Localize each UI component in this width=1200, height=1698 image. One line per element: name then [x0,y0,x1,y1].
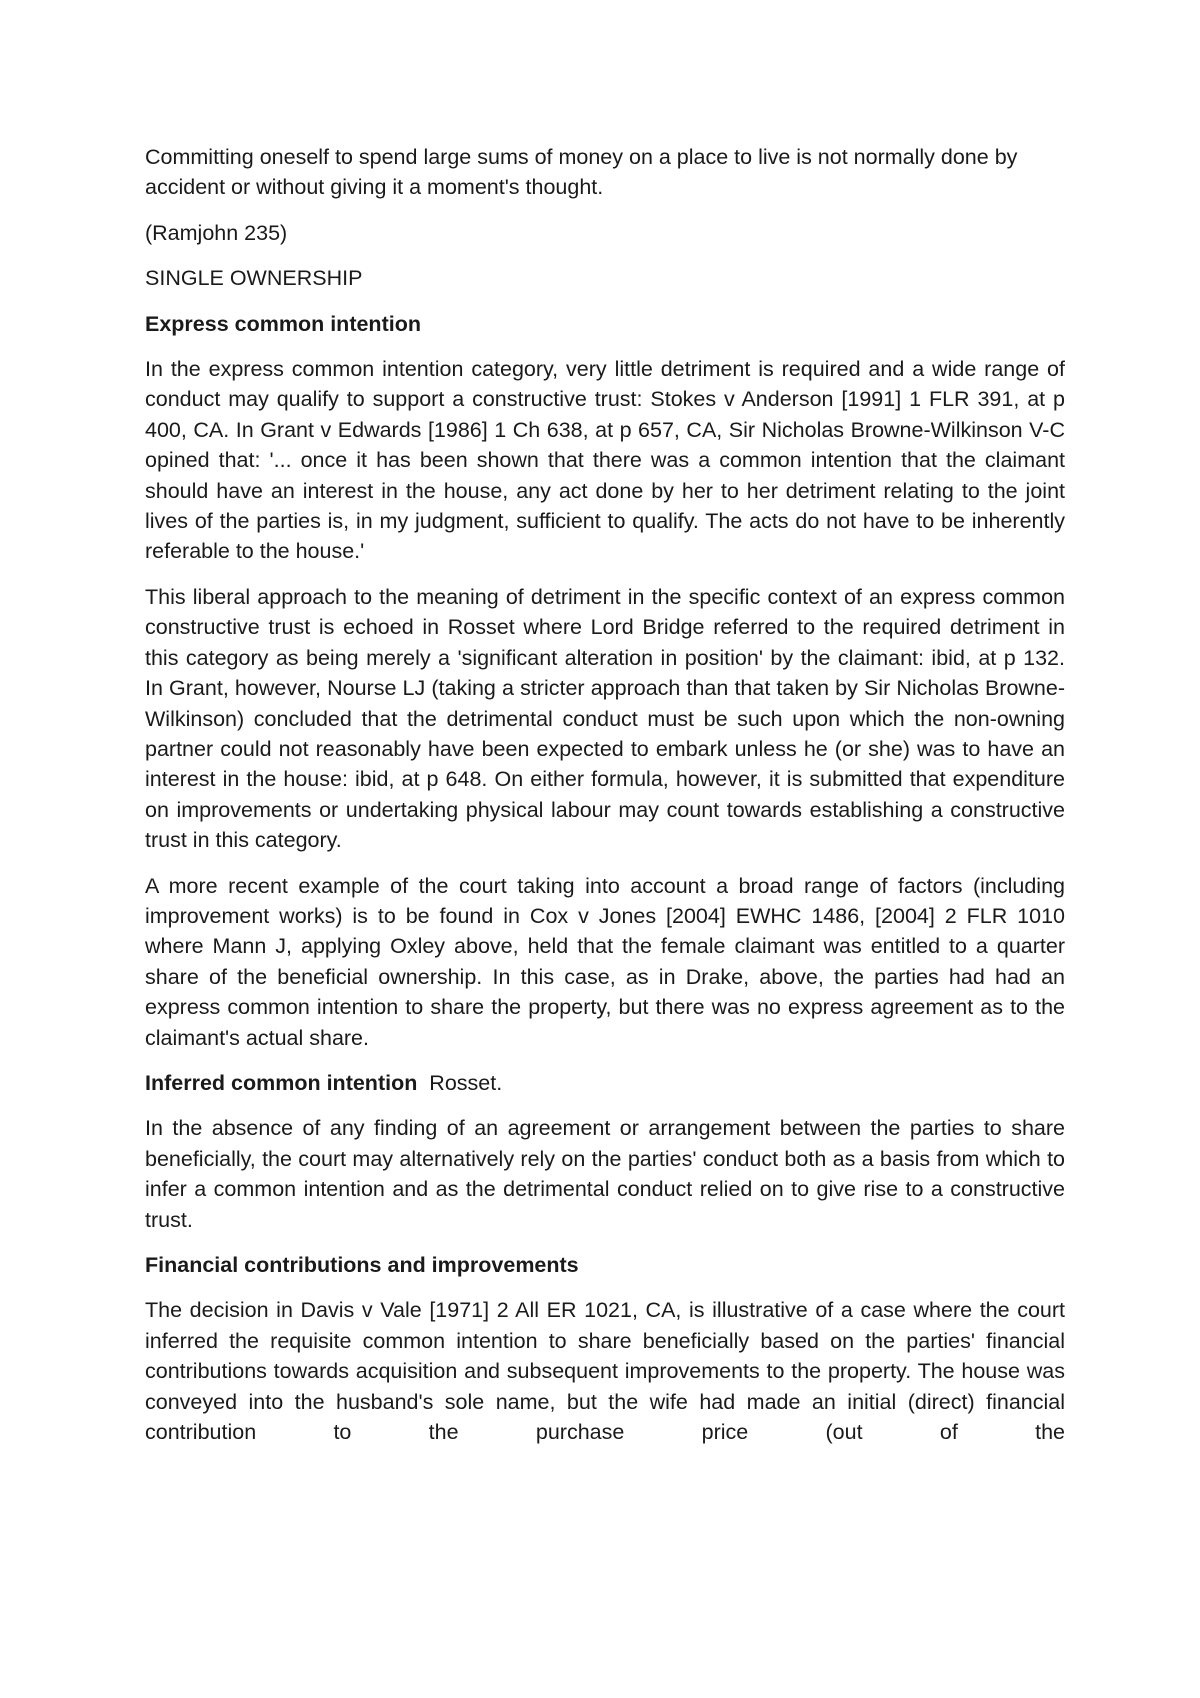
intro-quote: Committing oneself to spend large sums of money on a place to live is not normally done by accident or without giving it a moment's thought. [145,145,1018,200]
express-paragraph-3: A more recent example of the court taking into account a broad range of factors (including improvement works) is to be found in Cox v Jones [2004] EWHC 1486, [2004] 2 FLR 1010 where Mann J, applying Oxley above, held that the female claimant was entitled to a quarter share of the beneficial ownership. In this case, as in Drake, above, the parties had had an express common intention to share the property, but there was no express agreement as to the claimant's actual share. [145,873,1065,1050]
document-page [145,142,1065,1462]
express-heading: Express common intention [145,311,421,336]
express-paragraph-1: In the express common intention category, very little detriment is required and a wide range of conduct may qualify to support a constructive trust: Stokes v Anderson [1991] 1 FLR 391, at p 400, CA. In Grant v Edwards [1986] 1 Ch 638, at p 657, CA, Sir Nicholas Browne-Wilkinson V-C opined that: '... once it has been shown that there was a common intention that the claimant should have an interest in the house, any act done by her to her detriment relating to the joint lives of the parties is, in my judgment, sufficient to qualify. The acts do not have to be inherently referable to the house.' [145,357,1065,564]
intro-citation: (Ramjohn 235) [145,220,288,245]
financial-heading: Financial contributions and improvements [145,1253,579,1277]
inferred-note: Rosset. [429,1070,503,1095]
inferred-paragraph: In the absence of any finding of an agreement or arrangement between the parties to share beneficially, the court may alternatively rely on the parties' conduct both as a basis from which to infer a common intention and as the detrimental conduct relied on to give rise to a constructive trust. [145,1116,1065,1232]
inferred-heading-line [145,1068,1065,1098]
section-title: SINGLE OWNERSHIP [145,266,363,291]
financial-paragraph: The decision in Davis v Vale [1971] 2 All ER 1021, CA, is illustrative of a case where the court inferred the requisite common intention to share beneficially based on the parties' financial contributions towards acquisition and subsequent improvements to the property. The house was conveyed into the husband's sole name, but the wife had made an initial (direct) financial contribution to the purchase price (out of the [145,1298,1065,1445]
inferred-heading: Inferred common intention [145,1070,418,1095]
express-paragraph-2: This liberal approach to the meaning of detriment in the specific context of an express common constructive trust is echoed in Rosset where Lord Bridge referred to the required detriment in this category as being merely a 'significant alteration in position' by the claimant: ibid, at p 132. In Grant, however, Nourse LJ (taking a stricter approach than that taken by Sir Nicholas Browne-Wilkinson) concluded that the detrimental conduct must be such upon which the non-owning partner could not reasonably have been expected to embark unless he (or she) was to have an interest in the house: ibid, at p 648. On either formula, however, it is submitted that expenditure on improvements or undertaking physical labour may count towards establishing a constructive trust in this category. [145,584,1065,853]
